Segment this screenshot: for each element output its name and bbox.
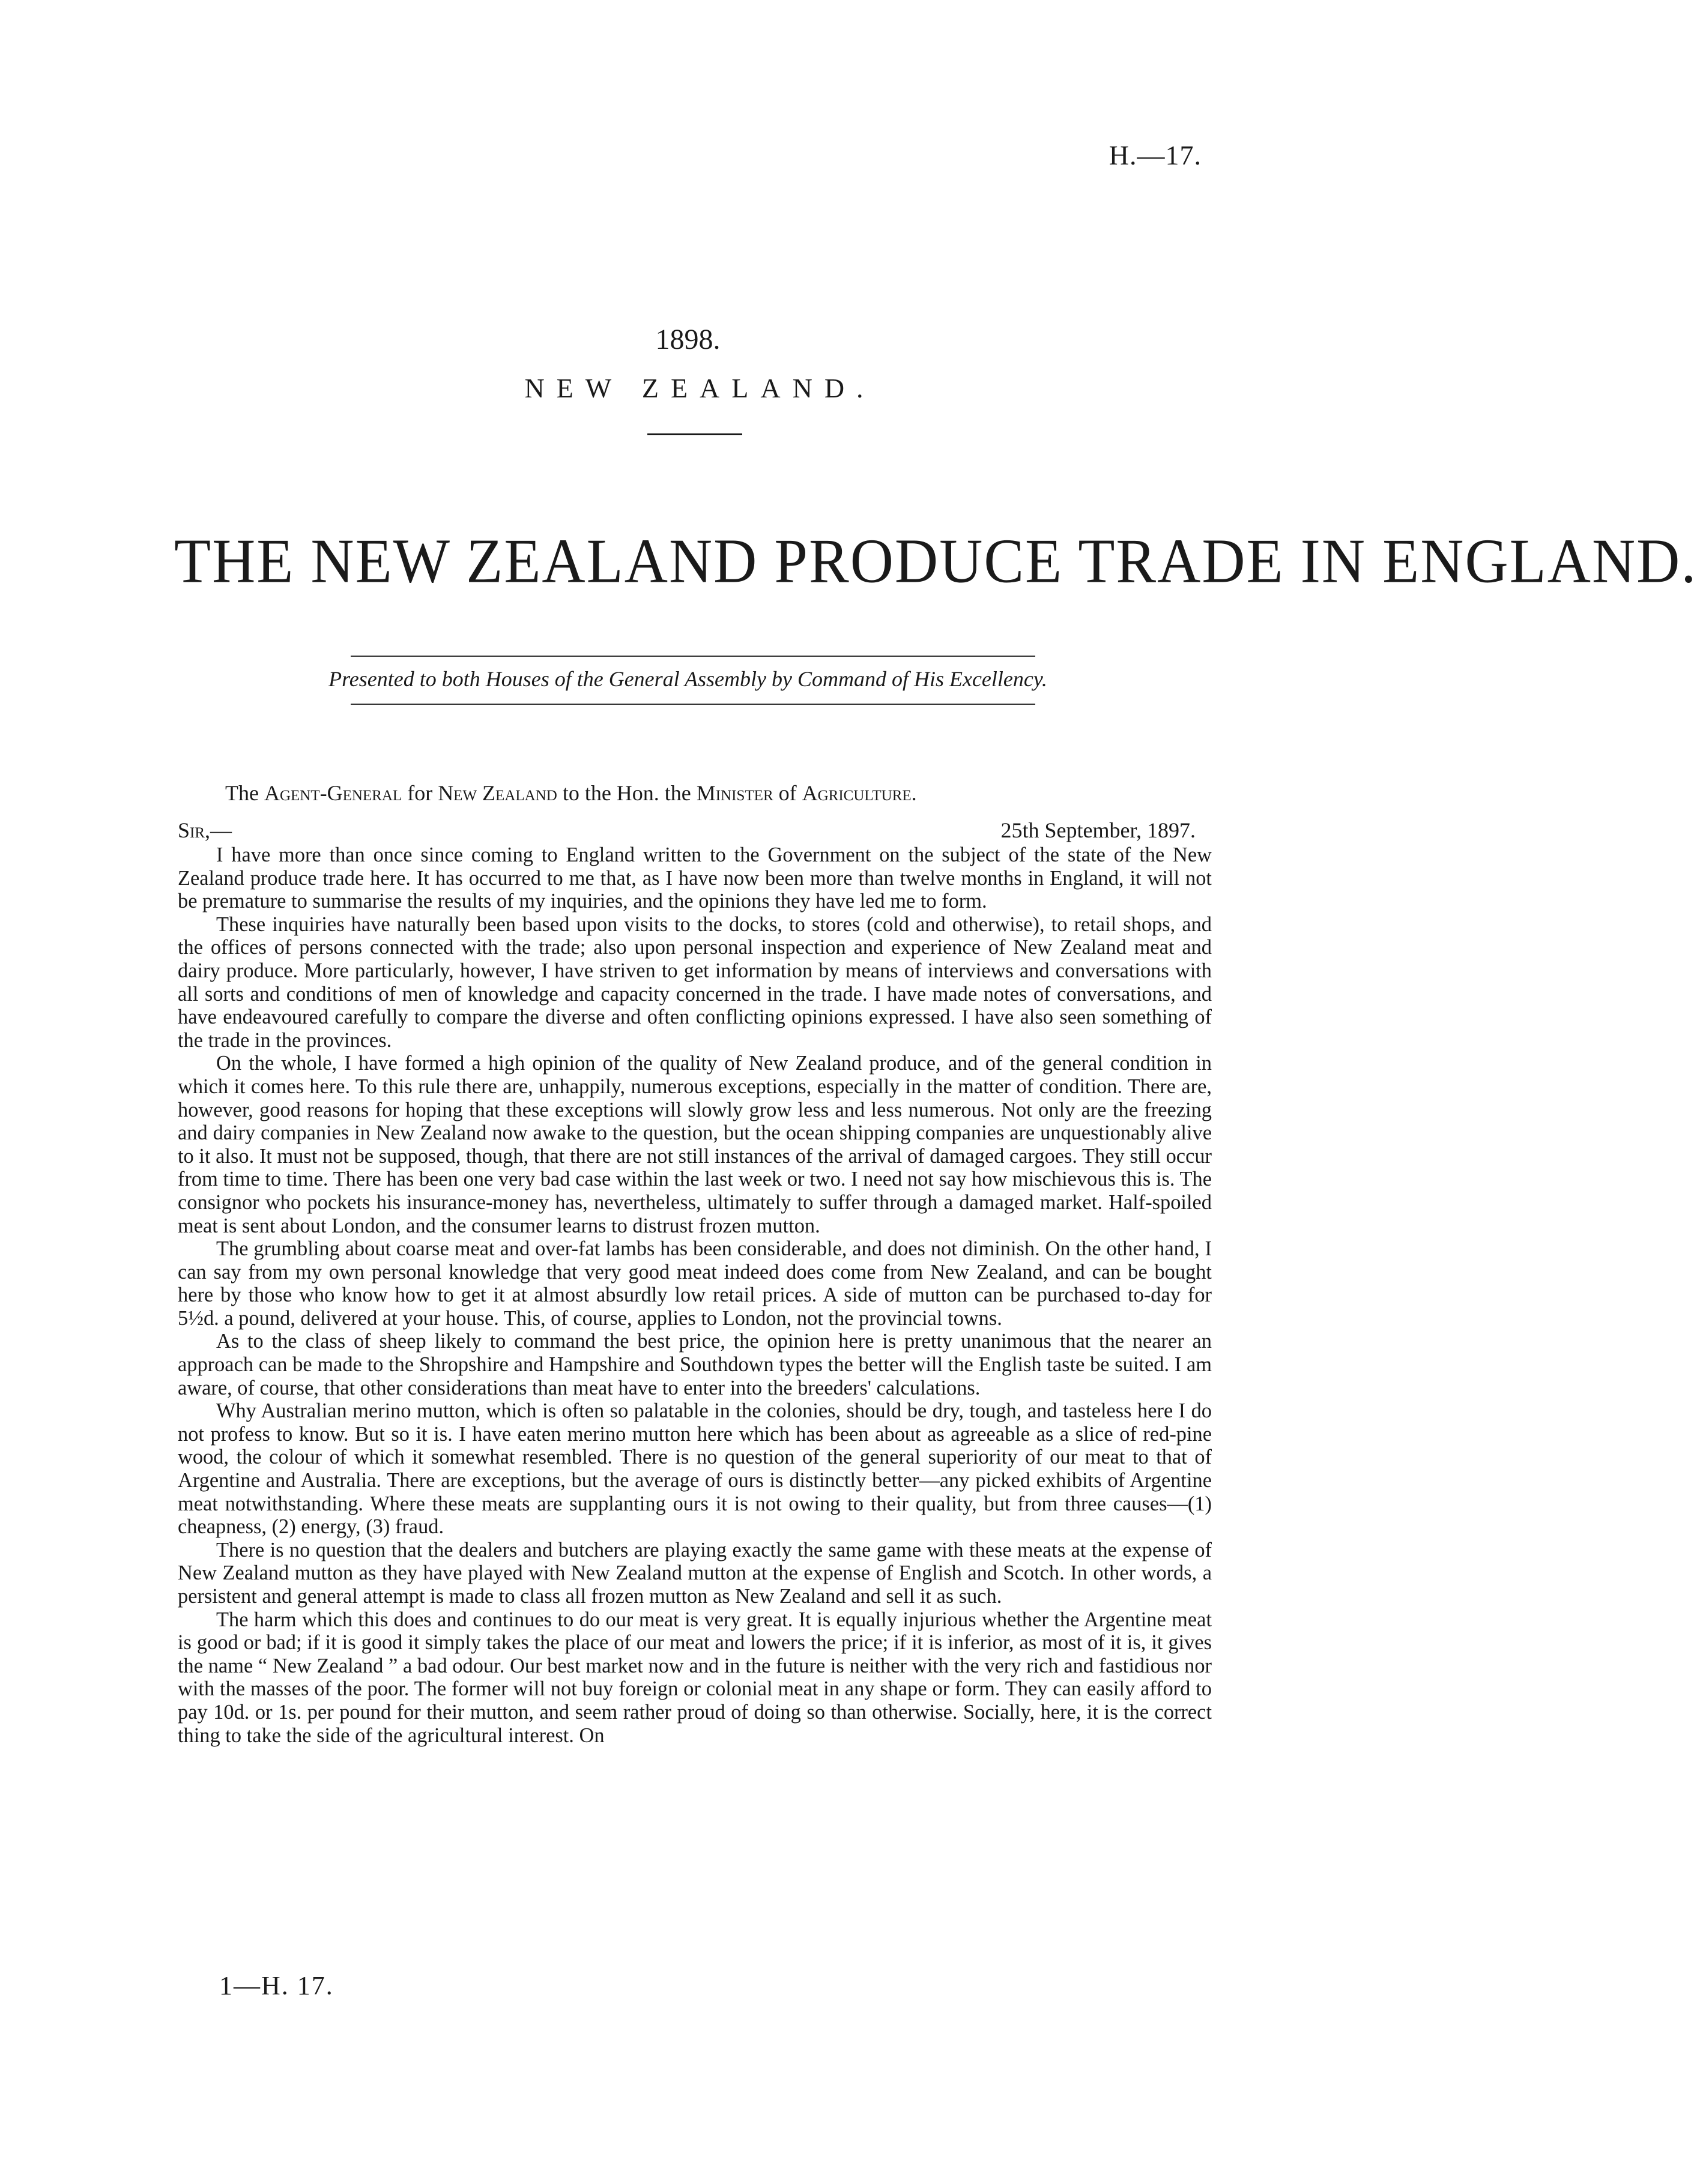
addressee-to-the-hon: to the Hon. the — [562, 781, 691, 805]
divider-bottom — [351, 704, 1035, 705]
paragraph: On the whole, I have formed a high opinion of the quality of New Zealand produce, and of the general condition in which it comes here. To this rule there are, unhappily, numerous exceptions, especially in the matter of condition. There are, however, good reasons for hoping that these exceptions will slowly grow less and less numerous. Not only are the freezing and dairy companies in New Zealand now awake to the question, but the ocean shipping companies are unquestionably alive to it also. It must not be supposed, though, that there are not still instances of the arrival of damaged cargoes. They still occur from time to time. There has been one very bad case within the last week or two. I need not say how mischievous this is. The consignor who pockets his insurance-money has, nevertheless, ultimately to suffer through a damaged market. Half-spoiled meat is sent about London, and the consumer learns to distrust frozen mutton. — [178, 1052, 1212, 1237]
salutation: Sir,— — [178, 818, 232, 842]
paragraph: These inquiries have naturally been based upon visits to the docks, to stores (cold and otherwise), to retail shops, and the offices of persons connected with the trade; also upon personal inspection and experience of New Zealand meat and dairy produce. More particularly, however, I have striven to get information by means of interviews and conversations with all sorts and conditions of men of knowledge and capacity concerned in the trade. I have made notes of conversations, and have endeavoured carefully to compare the diverse and often conflicting opinions expressed. I have also seen something of the trade in the provinces. — [178, 913, 1212, 1052]
divider-top — [351, 656, 1035, 657]
addressee-new-zealand: New Zealand — [438, 781, 557, 805]
addressee-agriculture: Agriculture. — [802, 781, 917, 805]
addressee-for: for — [407, 781, 433, 805]
letter-body — [178, 843, 1212, 1747]
paragraph: The harm which this does and continues to do our meat is very great. It is equally injurious whether the Argentine meat is good or bad; if it is good it simply takes the place of our meat and lowers the price; if it is inferior, as most of it is, it gives the name “ New Zealand ” a bad odour. Our best market now and in the future is neither with the very rich and fastidious nor with the masses of the poor. The former will not buy foreign or colonial meat in any shape or form. They can easily afford to pay 10d. or 1s. per pound for their mutton, and seem rather proud of doing so than otherwise. Socially, here, it is the correct thing to take the side of the agricultural interest. On — [178, 1608, 1212, 1747]
paragraph: I have more than once since coming to England written to the Government on the subject of the state of the New Zealand produce trade here. It has occurred to me that, as I have now been more than twelve months in England, it will not be premature to summarise the results of my inquiries, and the opinions they have led me to form. — [178, 843, 1212, 913]
country-heading: NEW ZEALAND. — [524, 373, 876, 403]
signature-reference: 1—H. 17. — [219, 1971, 334, 2000]
addressee-of: of — [778, 781, 797, 805]
paragraph: As to the class of sheep likely to command the best price, the opinion here is pretty unanimous that the nearer an approach can be made to the Shropshire and Hampshire and Southdown types the better will the English taste be suited. I am aware, of course, that other considerations than meat have to enter into the breeders' calculations. — [178, 1330, 1212, 1399]
addressee-minister: Minister — [696, 781, 773, 805]
year-heading: 1898. — [655, 324, 721, 355]
paragraph: Why Australian merino mutton, which is often so palatable in the colonies, should be dry, tough, and tasteless here I do not profess to know. But so it is. I have eaten merino mutton here which has been about as agreeable as a slice of red-pine wood, the colour of which it somewhat resembled. There is no question of the general superiority of our meat to that of Argentine and Australia. There are exceptions, but the average of ours is distinctly better—any picked exhibits of Argentine meat notwithstanding. Where these meats are supplanting ours it is not owing to their quality, but from three causes—(1) cheapness, (2) energy, (3) fraud. — [178, 1399, 1212, 1539]
page-reference: H.—17. — [1109, 140, 1202, 170]
document-title: THE NEW ZEALAND PRODUCE TRADE IN ENGLAND. — [174, 526, 1697, 596]
letter-date: 25th September, 1897. — [1000, 818, 1196, 842]
presented-line: Presented to both Houses of the General Assembly by Command of His Excellency. — [328, 667, 1047, 691]
addressee-prefix: The — [225, 781, 259, 805]
letter-addressee — [225, 780, 917, 806]
addressee-agent-general: Agent-General — [264, 781, 402, 805]
paragraph: There is no question that the dealers and butchers are playing exactly the same game with these meats at the expense of New Zealand mutton as they have played with New Zealand mutton at the expense of English and Scotch. In other words, a persistent and general attempt is made to class all frozen mutton as New Zealand and sell it as such. — [178, 1538, 1212, 1608]
short-divider — [647, 433, 742, 435]
paragraph: The grumbling about coarse meat and over-fat lambs has been considerable, and does not diminish. On the other hand, I can say from my own personal knowledge that very good meat indeed does come from New Zealand, and can be bought here by those who know how to get it at almost absurdly low retail prices. A side of mutton can be purchased to-day for 5½d. a pound, delivered at your house. This, of course, applies to London, not the provincial towns. — [178, 1237, 1212, 1330]
